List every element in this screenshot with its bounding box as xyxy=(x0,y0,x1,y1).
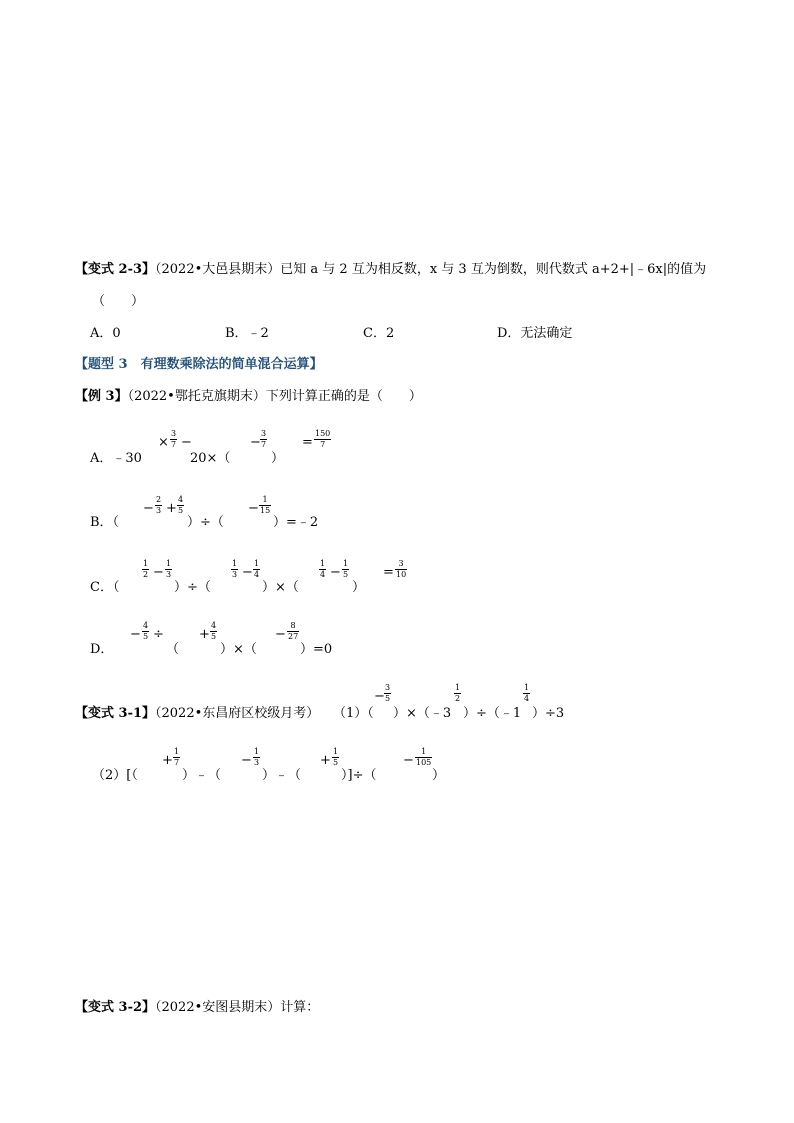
part-2-neg: − xyxy=(241,753,252,768)
option-c-minus-3: − xyxy=(330,565,341,580)
option-c-fraction-6: 1 5 xyxy=(343,559,349,579)
variant-2-3-option-c: C．2 xyxy=(363,326,395,341)
option-c-minus-2: − xyxy=(242,565,253,580)
variant-2-3-option-a: A．0 xyxy=(90,326,121,341)
option-a-fraction-1: 3 7 xyxy=(171,429,177,449)
option-d-divide: ÷ xyxy=(153,627,164,642)
option-b-end: ）=﹣2 xyxy=(273,515,319,530)
part-1-mid-2: ）÷（﹣1 xyxy=(463,706,522,721)
part-2-minus-1: ）﹣（ xyxy=(182,768,222,783)
option-c-divide: ）÷（ xyxy=(174,580,211,595)
variant-3-1-source: （2022•东昌府区校级月考） xyxy=(155,706,320,721)
option-a-label: A．﹣30 xyxy=(90,451,142,466)
option-b-label: B．（ xyxy=(90,515,120,530)
option-c-fraction-7: 3 10 xyxy=(396,559,407,579)
example-3-source: （2022•鄂托克旗期末） xyxy=(127,389,266,404)
part-2-minus-2: ）﹣（ xyxy=(262,768,302,783)
part-2-neg-2: − xyxy=(403,753,414,768)
option-d-label: D． xyxy=(90,642,114,657)
option-d-end: ）=0 xyxy=(300,642,333,657)
part-1-neg: − xyxy=(374,689,385,704)
variant-2-3-option-d: D．无法确定 xyxy=(497,326,573,341)
part-2-label: （2）[（ xyxy=(92,768,138,783)
option-c-multiply: ）×（ xyxy=(262,580,299,595)
option-b-plus: + xyxy=(166,501,177,516)
part-2-fraction-2: 1 3 xyxy=(254,747,260,767)
option-a-fraction-2: 3 7 xyxy=(261,429,267,449)
variant-2-3-tag: 【变式 2-3】 xyxy=(75,262,156,277)
variant-2-3-blank: （ ） xyxy=(92,294,145,309)
part-2-minus-3: ）]÷（ xyxy=(341,768,377,783)
option-c-fraction-5: 1 4 xyxy=(320,559,326,579)
option-c-close: ） xyxy=(352,580,366,595)
variant-2-3-option-b: B．﹣2 xyxy=(225,326,269,341)
section-3-title: 【题型 3 有理数乘除法的简单混合运算】 xyxy=(75,357,323,372)
part-2-fraction-4: 1 105 xyxy=(416,747,432,767)
part-1-mid: ）×（﹣3 xyxy=(393,706,452,721)
option-d-plus: + xyxy=(199,627,210,642)
variant-2-3-source: （2022•大邑县期末） xyxy=(155,262,281,277)
example-3-line xyxy=(75,390,422,403)
option-c-label: C．（ xyxy=(90,580,120,595)
part-2-plus-2: + xyxy=(320,753,331,768)
part-2-end: ） xyxy=(432,768,446,783)
option-c-fraction-2: 1 3 xyxy=(166,559,172,579)
part-1-fraction-2: 1 2 xyxy=(455,683,461,703)
part-2-plus: + xyxy=(162,753,173,768)
part-1-fraction-3: 1 4 xyxy=(524,683,530,703)
option-c-fraction-1: 1 2 xyxy=(143,559,149,579)
option-a-times: × xyxy=(158,435,169,450)
variant-3-1-tag: 【变式 3-1】 xyxy=(75,706,156,721)
option-a-close: ） xyxy=(271,451,285,466)
variant-3-2-tag: 【变式 3-2】 xyxy=(75,1000,156,1015)
option-d-fraction-1: 4 5 xyxy=(143,621,149,641)
option-d-fraction-2: 4 5 xyxy=(211,621,217,641)
option-b-neg: − xyxy=(143,501,154,516)
example-3-tag: 【例 3】 xyxy=(75,389,128,404)
option-b-neg-2: − xyxy=(248,501,259,516)
option-c-minus-1: − xyxy=(153,565,164,580)
example-3-text: 下列计算正确的是（ ） xyxy=(265,389,422,404)
option-d-neg-2: − xyxy=(275,627,286,642)
variant-3-2-line xyxy=(75,1001,319,1014)
part-1-label: （1）（ xyxy=(333,706,374,721)
variant-3-2-text: 计算： xyxy=(280,1000,320,1015)
variant-3-2-source: （2022•安图县期末） xyxy=(155,1000,281,1015)
option-d-neg: − xyxy=(130,627,141,642)
option-b-fraction-1: 2 3 xyxy=(156,495,162,515)
option-a-fraction-3: 150 7 xyxy=(315,429,331,449)
part-2-fraction-1: 1 7 xyxy=(174,747,180,767)
option-a-neg: − xyxy=(250,435,261,450)
option-d-open: （ xyxy=(166,642,180,657)
variant-2-3-line xyxy=(75,263,706,276)
option-b-fraction-3: 1 15 xyxy=(260,495,271,515)
option-d-fraction-3: 8 27 xyxy=(288,621,299,641)
part-1-fraction-1: 3 5 xyxy=(385,683,391,703)
option-c-equals: = xyxy=(383,565,394,580)
part-1-end: ）÷3 xyxy=(532,706,565,721)
option-c-fraction-4: 1 4 xyxy=(254,559,260,579)
variant-2-3-text: 已知 a 与 2 互为相反数，x 与 3 互为倒数，则代数式 a+2+|﹣6x|的值为 xyxy=(280,262,707,277)
option-b-mid: ）÷（ xyxy=(187,515,224,530)
option-a-mid: 20×（ xyxy=(190,451,231,466)
option-a-equals: = xyxy=(302,435,313,450)
option-d-multiply: ）×（ xyxy=(220,642,257,657)
option-c-fraction-3: 1 3 xyxy=(232,559,238,579)
variant-3-1-line xyxy=(75,707,319,720)
option-a-minus: − xyxy=(181,435,192,450)
part-2-fraction-3: 1 5 xyxy=(333,747,339,767)
option-b-fraction-2: 4 5 xyxy=(178,495,184,515)
